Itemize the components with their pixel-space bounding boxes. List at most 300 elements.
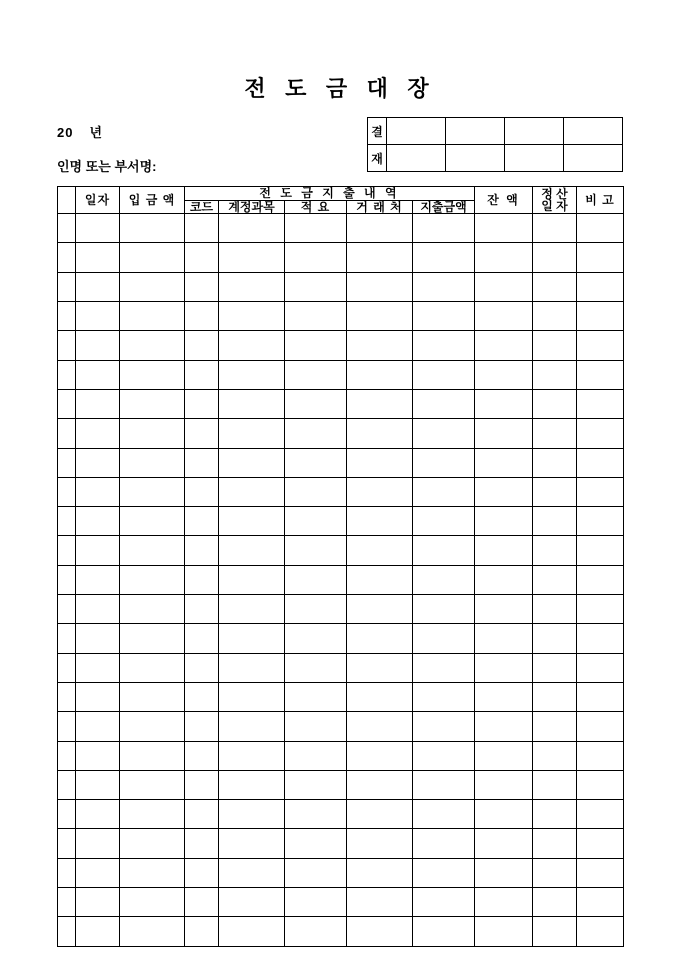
cell-code[interactable] [185,624,219,653]
cell-mark[interactable] [58,800,76,829]
cell-vendor[interactable] [347,712,413,741]
cell-summary[interactable] [285,302,347,331]
cell-amount[interactable] [413,360,475,389]
cell-vendor[interactable] [347,536,413,565]
cell-remark[interactable] [577,829,624,858]
cell-balance[interactable] [475,624,533,653]
cell-balance[interactable] [475,419,533,448]
cell-account[interactable] [219,565,285,594]
cell-remark[interactable] [577,448,624,477]
cell-amount[interactable] [413,800,475,829]
cell-account[interactable] [219,917,285,946]
cell-date[interactable] [76,565,120,594]
table-header-top [58,187,624,201]
cell-vendor[interactable] [347,595,413,624]
cell-date[interactable] [76,888,120,917]
cell-vendor[interactable] [347,682,413,711]
cell-deposit[interactable] [120,536,185,565]
cell-amount[interactable] [413,536,475,565]
col-header-deposit: 입 금 액 [120,187,185,214]
cell-summary[interactable] [285,682,347,711]
cell-date[interactable] [76,800,120,829]
cell-deposit[interactable] [120,331,185,360]
cell-code[interactable] [185,214,219,243]
cell-balance[interactable] [475,536,533,565]
cell-vendor[interactable] [347,272,413,301]
cell-account[interactable] [219,243,285,272]
cell-date[interactable] [76,302,120,331]
cell-balance[interactable] [475,682,533,711]
cell-mark[interactable] [58,331,76,360]
cell-date[interactable] [76,477,120,506]
cell-code[interactable] [185,770,219,799]
cell-account[interactable] [219,858,285,887]
cell-amount[interactable] [413,917,475,946]
cell-settle_date[interactable] [533,565,577,594]
cell-mark[interactable] [58,536,76,565]
cell-balance[interactable] [475,243,533,272]
cell-amount[interactable] [413,624,475,653]
cell-balance[interactable] [475,477,533,506]
cell-balance[interactable] [475,214,533,243]
cell-remark[interactable] [577,536,624,565]
cell-remark[interactable] [577,917,624,946]
cell-date[interactable] [76,917,120,946]
cell-settle_date[interactable] [533,389,577,418]
cell-deposit[interactable] [120,595,185,624]
cell-summary[interactable] [285,243,347,272]
cell-mark[interactable] [58,389,76,418]
approval-cell[interactable] [446,145,505,172]
cell-summary[interactable] [285,389,347,418]
cell-summary[interactable] [285,858,347,887]
cell-vendor[interactable] [347,565,413,594]
cell-amount[interactable] [413,829,475,858]
cell-account[interactable] [219,653,285,682]
cell-code[interactable] [185,507,219,536]
cell-remark[interactable] [577,360,624,389]
cell-remark[interactable] [577,477,624,506]
cell-code[interactable] [185,477,219,506]
cell-balance[interactable] [475,858,533,887]
cell-code[interactable] [185,565,219,594]
cell-deposit[interactable] [120,419,185,448]
cell-date[interactable] [76,360,120,389]
cell-settle_date[interactable] [533,214,577,243]
cell-vendor[interactable] [347,770,413,799]
cell-date[interactable] [76,653,120,682]
approval-cell[interactable] [505,145,564,172]
cell-vendor[interactable] [347,829,413,858]
cell-summary[interactable] [285,917,347,946]
cell-remark[interactable] [577,595,624,624]
cell-remark[interactable] [577,214,624,243]
cell-amount[interactable] [413,389,475,418]
table-row [58,829,624,858]
cell-balance[interactable] [475,595,533,624]
cell-mark[interactable] [58,858,76,887]
cell-vendor[interactable] [347,331,413,360]
cell-settle_date[interactable] [533,858,577,887]
cell-account[interactable] [219,389,285,418]
col-header-remark: 비 고 [577,187,624,214]
cell-date[interactable] [76,214,120,243]
cell-amount[interactable] [413,565,475,594]
cell-balance[interactable] [475,800,533,829]
cell-amount[interactable] [413,653,475,682]
cell-account[interactable] [219,595,285,624]
cell-amount[interactable] [413,214,475,243]
cell-balance[interactable] [475,565,533,594]
cell-vendor[interactable] [347,653,413,682]
cell-summary[interactable] [285,360,347,389]
cell-summary[interactable] [285,448,347,477]
approval-cell[interactable] [505,118,564,145]
cell-amount[interactable] [413,448,475,477]
cell-settle_date[interactable] [533,741,577,770]
cell-remark[interactable] [577,507,624,536]
cell-settle_date[interactable] [533,477,577,506]
cell-code[interactable] [185,419,219,448]
cell-account[interactable] [219,712,285,741]
cell-mark[interactable] [58,712,76,741]
cell-amount[interactable] [413,272,475,301]
cell-date[interactable] [76,272,120,301]
cell-vendor[interactable] [347,741,413,770]
approval-cell[interactable] [564,118,623,145]
cell-settle_date[interactable] [533,624,577,653]
cell-deposit[interactable] [120,507,185,536]
cell-amount[interactable] [413,331,475,360]
cell-settle_date[interactable] [533,888,577,917]
cell-account[interactable] [219,888,285,917]
cell-deposit[interactable] [120,272,185,301]
cell-code[interactable] [185,653,219,682]
cell-remark[interactable] [577,712,624,741]
cell-code[interactable] [185,829,219,858]
cell-code[interactable] [185,741,219,770]
cell-settle_date[interactable] [533,360,577,389]
table-body [58,214,624,946]
cell-code[interactable] [185,331,219,360]
cell-mark[interactable] [58,624,76,653]
cell-balance[interactable] [475,360,533,389]
cell-summary[interactable] [285,477,347,506]
cell-date[interactable] [76,829,120,858]
cell-account[interactable] [219,331,285,360]
cell-account[interactable] [219,829,285,858]
cell-account[interactable] [219,419,285,448]
cell-settle_date[interactable] [533,917,577,946]
cell-balance[interactable] [475,448,533,477]
cell-summary[interactable] [285,595,347,624]
cell-deposit[interactable] [120,858,185,887]
cell-deposit[interactable] [120,829,185,858]
cell-code[interactable] [185,536,219,565]
cell-vendor[interactable] [347,302,413,331]
cell-remark[interactable] [577,741,624,770]
cell-deposit[interactable] [120,770,185,799]
cell-deposit[interactable] [120,477,185,506]
cell-mark[interactable] [58,653,76,682]
col-header-mark [58,187,76,214]
cell-code[interactable] [185,888,219,917]
cell-remark[interactable] [577,302,624,331]
cell-balance[interactable] [475,653,533,682]
cell-remark[interactable] [577,272,624,301]
cell-settle_date[interactable] [533,595,577,624]
cell-code[interactable] [185,712,219,741]
cell-deposit[interactable] [120,565,185,594]
cell-date[interactable] [76,712,120,741]
cell-settle_date[interactable] [533,653,577,682]
cell-summary[interactable] [285,507,347,536]
cell-amount[interactable] [413,477,475,506]
cell-remark[interactable] [577,243,624,272]
cell-account[interactable] [219,302,285,331]
cell-summary[interactable] [285,624,347,653]
cell-amount[interactable] [413,712,475,741]
cell-mark[interactable] [58,477,76,506]
cell-vendor[interactable] [347,888,413,917]
cell-balance[interactable] [475,302,533,331]
cell-remark[interactable] [577,389,624,418]
cell-date[interactable] [76,858,120,887]
cell-balance[interactable] [475,888,533,917]
cell-mark[interactable] [58,888,76,917]
cell-deposit[interactable] [120,741,185,770]
cell-vendor[interactable] [347,448,413,477]
cell-code[interactable] [185,360,219,389]
cell-deposit[interactable] [120,653,185,682]
cell-summary[interactable] [285,653,347,682]
cell-summary[interactable] [285,214,347,243]
cell-account[interactable] [219,448,285,477]
cell-summary[interactable] [285,770,347,799]
cell-remark[interactable] [577,888,624,917]
cell-deposit[interactable] [120,917,185,946]
cell-account[interactable] [219,682,285,711]
cell-settle_date[interactable] [533,770,577,799]
cell-amount[interactable] [413,507,475,536]
cell-deposit[interactable] [120,888,185,917]
cell-summary[interactable] [285,331,347,360]
cell-deposit[interactable] [120,389,185,418]
cell-mark[interactable] [58,595,76,624]
cell-amount[interactable] [413,741,475,770]
cell-account[interactable] [219,770,285,799]
cell-account[interactable] [219,360,285,389]
cell-vendor[interactable] [347,419,413,448]
cell-settle_date[interactable] [533,419,577,448]
cell-remark[interactable] [577,565,624,594]
cell-deposit[interactable] [120,624,185,653]
col-header-settle-date [533,187,577,214]
cell-mark[interactable] [58,243,76,272]
cell-mark[interactable] [58,419,76,448]
cell-vendor[interactable] [347,917,413,946]
cell-code[interactable] [185,302,219,331]
cell-summary[interactable] [285,741,347,770]
cell-settle_date[interactable] [533,536,577,565]
cell-remark[interactable] [577,419,624,448]
cell-balance[interactable] [475,331,533,360]
cell-balance[interactable] [475,917,533,946]
cell-vendor[interactable] [347,800,413,829]
cell-code[interactable] [185,858,219,887]
cell-summary[interactable] [285,888,347,917]
cell-deposit[interactable] [120,214,185,243]
cell-mark[interactable] [58,917,76,946]
cell-balance[interactable] [475,770,533,799]
cell-deposit[interactable] [120,448,185,477]
cell-summary[interactable] [285,419,347,448]
cell-mark[interactable] [58,214,76,243]
year-line [57,122,103,141]
cell-date[interactable] [76,741,120,770]
cell-summary[interactable] [285,712,347,741]
cell-settle_date[interactable] [533,829,577,858]
cell-deposit[interactable] [120,682,185,711]
cell-mark[interactable] [58,302,76,331]
cell-remark[interactable] [577,624,624,653]
cell-account[interactable] [219,477,285,506]
approval-cell[interactable] [564,145,623,172]
cell-account[interactable] [219,214,285,243]
cell-account[interactable] [219,741,285,770]
cell-date[interactable] [76,536,120,565]
cell-settle_date[interactable] [533,712,577,741]
cell-settle_date[interactable] [533,272,577,301]
cell-summary[interactable] [285,800,347,829]
approval-cell[interactable] [387,145,446,172]
cell-mark[interactable] [58,360,76,389]
cell-settle_date[interactable] [533,331,577,360]
cell-remark[interactable] [577,682,624,711]
cell-code[interactable] [185,448,219,477]
cell-mark[interactable] [58,565,76,594]
table-row [58,477,624,506]
cell-mark[interactable] [58,741,76,770]
cell-summary[interactable] [285,272,347,301]
cell-vendor[interactable] [347,214,413,243]
cell-amount[interactable] [413,770,475,799]
cell-account[interactable] [219,507,285,536]
cell-account[interactable] [219,800,285,829]
cell-settle_date[interactable] [533,448,577,477]
cell-settle_date[interactable] [533,800,577,829]
cell-remark[interactable] [577,653,624,682]
table-row [58,389,624,418]
col-header-expense-group: 전 도 금 지 출 내 역 [185,187,475,201]
cell-amount[interactable] [413,858,475,887]
cell-amount[interactable] [413,243,475,272]
cell-amount[interactable] [413,302,475,331]
cell-code[interactable] [185,682,219,711]
cell-amount[interactable] [413,419,475,448]
cell-vendor[interactable] [347,507,413,536]
table-row [58,858,624,887]
cell-amount[interactable] [413,888,475,917]
cell-account[interactable] [219,624,285,653]
cell-mark[interactable] [58,682,76,711]
cell-date[interactable] [76,419,120,448]
cell-balance[interactable] [475,712,533,741]
col-header-code: 코드 [185,200,219,214]
cell-settle_date[interactable] [533,682,577,711]
cell-code[interactable] [185,389,219,418]
cell-vendor[interactable] [347,360,413,389]
cell-vendor[interactable] [347,243,413,272]
cell-balance[interactable] [475,507,533,536]
cell-deposit[interactable] [120,800,185,829]
cell-balance[interactable] [475,272,533,301]
cell-mark[interactable] [58,770,76,799]
cell-balance[interactable] [475,389,533,418]
cell-date[interactable] [76,448,120,477]
cell-deposit[interactable] [120,712,185,741]
cell-code[interactable] [185,243,219,272]
approval-cell[interactable] [446,118,505,145]
cell-account[interactable] [219,272,285,301]
cell-vendor[interactable] [347,389,413,418]
cell-amount[interactable] [413,595,475,624]
cell-date[interactable] [76,389,120,418]
cell-deposit[interactable] [120,243,185,272]
cell-remark[interactable] [577,331,624,360]
cell-summary[interactable] [285,565,347,594]
cell-remark[interactable] [577,858,624,887]
cell-balance[interactable] [475,829,533,858]
cell-code[interactable] [185,595,219,624]
cell-mark[interactable] [58,829,76,858]
cell-vendor[interactable] [347,858,413,887]
cell-date[interactable] [76,507,120,536]
cell-date[interactable] [76,682,120,711]
cell-balance[interactable] [475,741,533,770]
cell-date[interactable] [76,331,120,360]
cell-date[interactable] [76,770,120,799]
col-header-amount: 지출금액 [413,200,475,214]
cell-summary[interactable] [285,829,347,858]
approval-cell[interactable] [387,118,446,145]
cell-date[interactable] [76,624,120,653]
cell-vendor[interactable] [347,477,413,506]
cell-mark[interactable] [58,507,76,536]
cell-settle_date[interactable] [533,243,577,272]
cell-date[interactable] [76,243,120,272]
cell-settle_date[interactable] [533,302,577,331]
approval-label-top: 결 [368,118,387,145]
cell-amount[interactable] [413,682,475,711]
cell-account[interactable] [219,536,285,565]
cell-date[interactable] [76,595,120,624]
cell-deposit[interactable] [120,302,185,331]
cell-mark[interactable] [58,272,76,301]
cell-code[interactable] [185,272,219,301]
cell-vendor[interactable] [347,624,413,653]
approval-row [368,118,623,145]
cell-mark[interactable] [58,448,76,477]
cell-remark[interactable] [577,800,624,829]
cell-settle_date[interactable] [533,507,577,536]
cell-code[interactable] [185,917,219,946]
cell-deposit[interactable] [120,360,185,389]
cell-remark[interactable] [577,770,624,799]
col-header-date: 일자 [76,187,120,214]
cell-code[interactable] [185,800,219,829]
cell-summary[interactable] [285,536,347,565]
